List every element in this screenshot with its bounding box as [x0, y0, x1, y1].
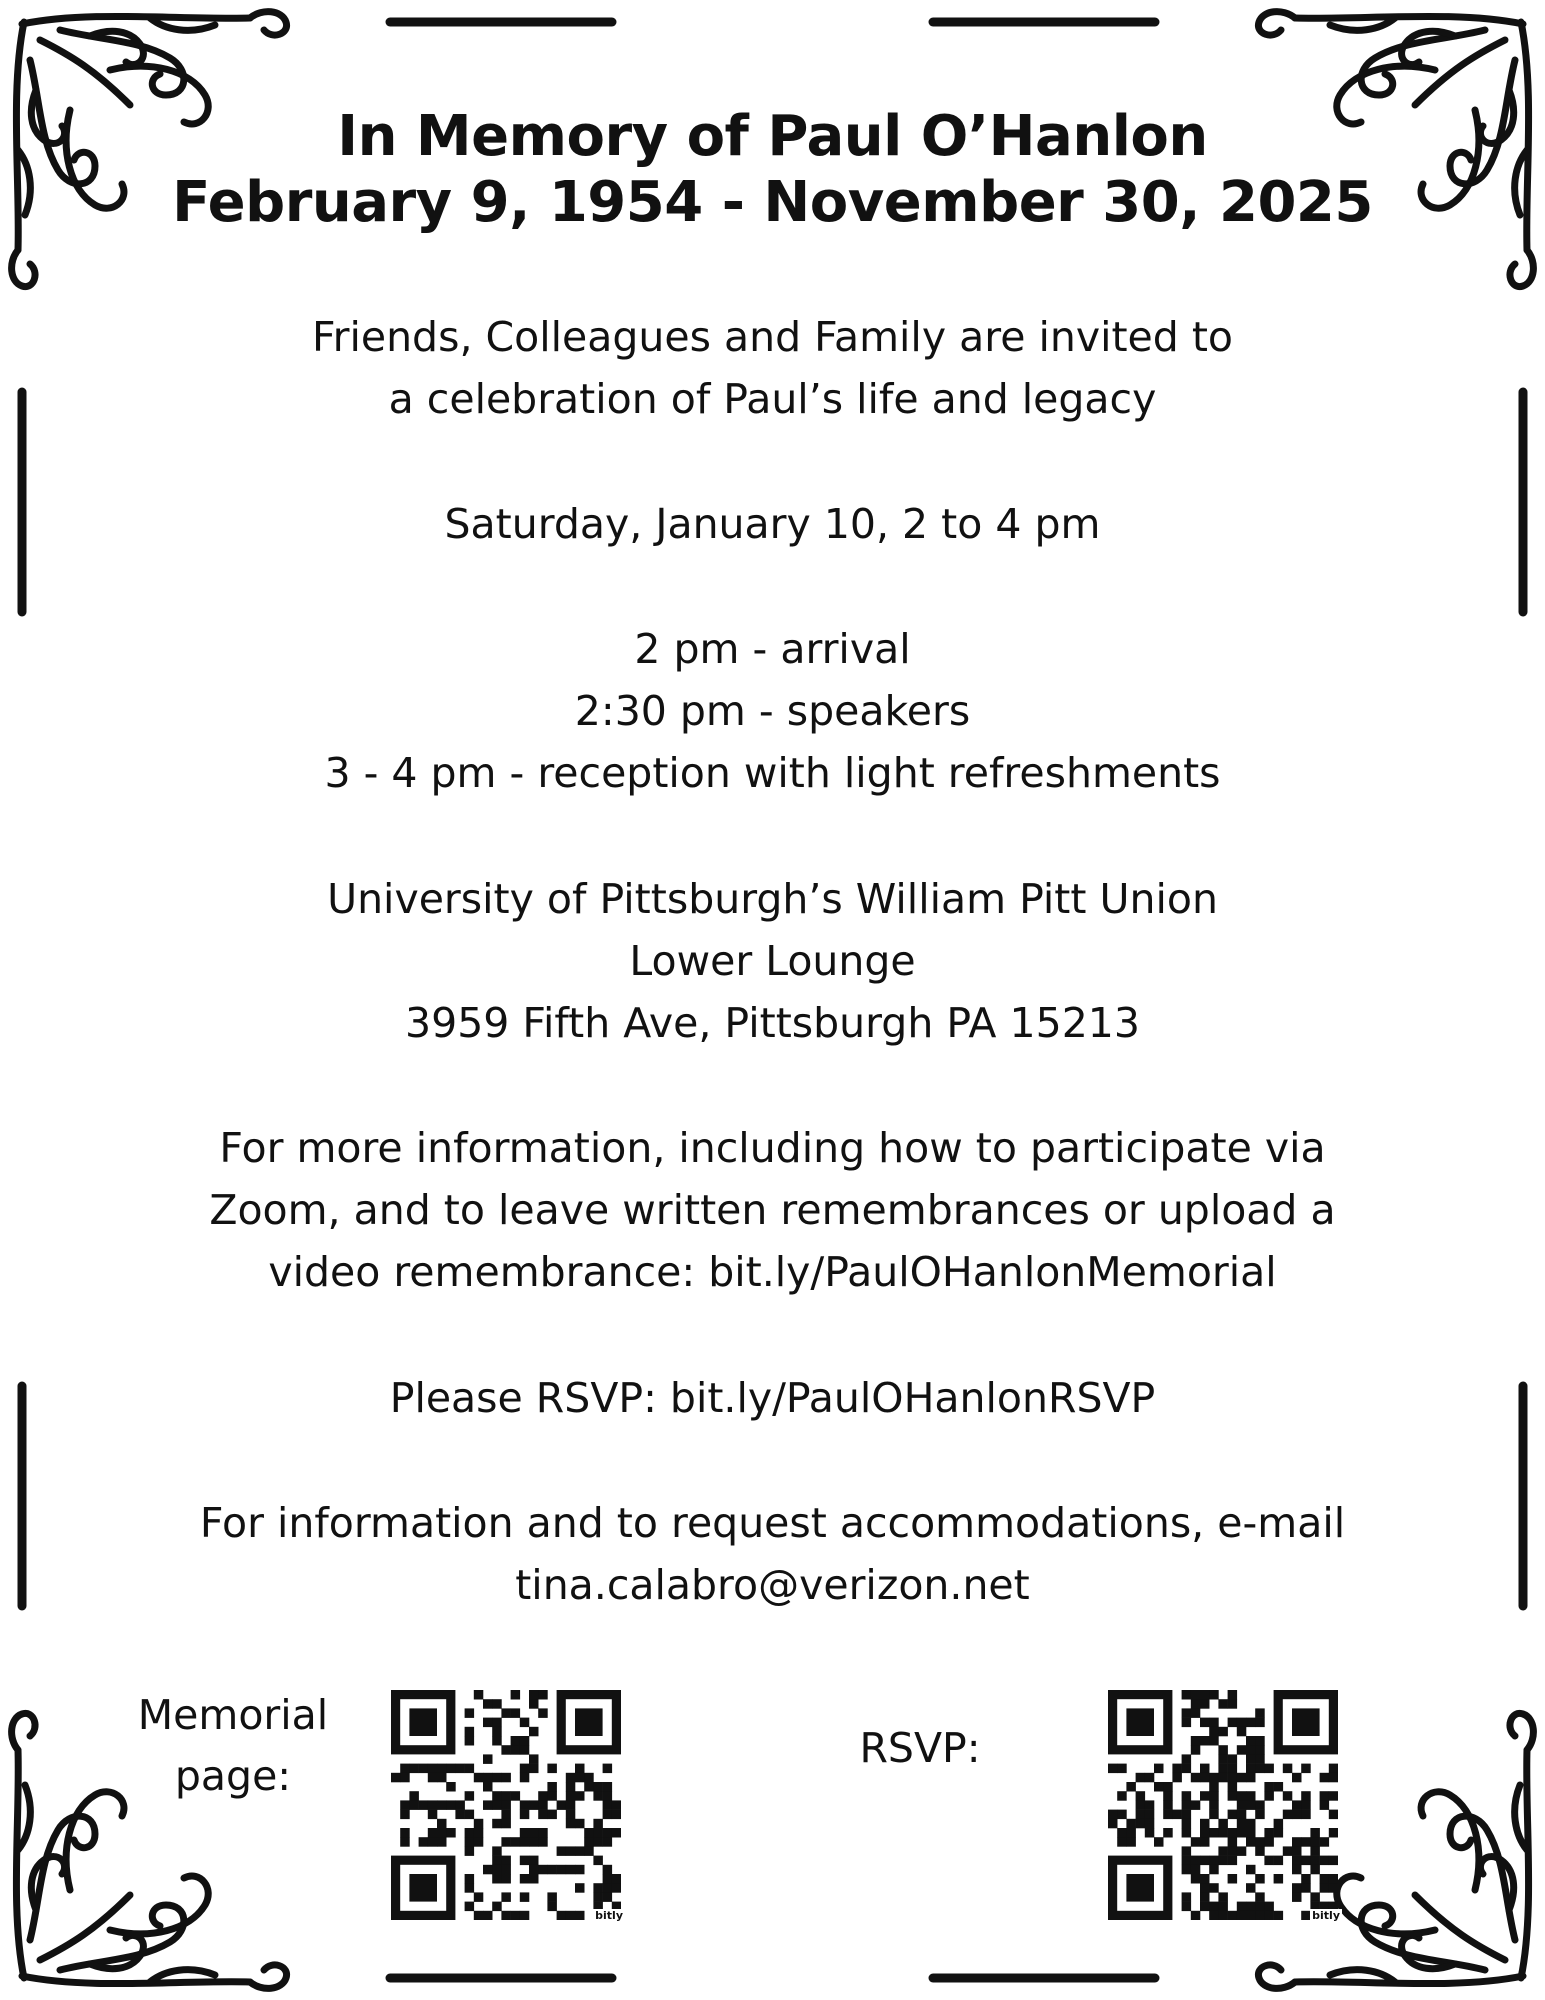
venue	[0, 868, 1545, 1054]
memorial-qr-label: Memorial page:	[137, 1691, 329, 1800]
title-dates: February 9, 1954 - November 30, 2025	[172, 170, 1373, 235]
accommodations-email: tina.calabro@verizon.net	[515, 1561, 1030, 1609]
title-name: In Memory of Paul O’Hanlon	[337, 104, 1208, 169]
more-info-line-2: Zoom, and to leave written remembrances or upload a	[209, 1186, 1336, 1234]
rsvp-info	[0, 1367, 1545, 1429]
event-date	[0, 493, 1545, 555]
memorial-qr-code-icon[interactable]	[391, 1690, 621, 1920]
event-date-text: Saturday, January 10, 2 to 4 pm	[444, 500, 1101, 548]
invitation-line-2: a celebration of Paul’s life and legacy	[388, 375, 1157, 423]
invitation-text	[0, 306, 1545, 430]
bitly-logo: bitly	[595, 1909, 623, 1922]
more-info-line-3: video remembrance: bit.ly/PaulOHanlonMemorial	[268, 1248, 1277, 1296]
qr-code-icon	[1108, 1690, 1338, 1920]
schedule-item: 3 - 4 pm - reception with light refreshments	[324, 749, 1221, 797]
qr-code-icon	[391, 1690, 621, 1920]
page-title	[0, 104, 1545, 236]
venue-room: Lower Lounge	[629, 937, 916, 985]
rsvp-text: Please RSVP: bit.ly/PaulOHanlonRSVP	[389, 1374, 1156, 1422]
bitly-logo: bitly	[1312, 1909, 1340, 1922]
rsvp-qr-code-icon[interactable]	[1108, 1690, 1338, 1920]
venue-address: 3959 Fifth Ave, Pittsburgh PA 15213	[405, 999, 1140, 1047]
more-info-line-1: For more information, including how to participate via	[219, 1124, 1326, 1172]
invitation-line-1: Friends, Colleagues and Family are invited to	[312, 313, 1233, 361]
accommodations-line-1: For information and to request accommodations, e-mail	[199, 1499, 1346, 1547]
schedule-item: 2:30 pm - speakers	[574, 687, 971, 735]
schedule	[0, 618, 1545, 804]
accommodations-info	[0, 1492, 1545, 1616]
venue-name: University of Pittsburgh’s William Pitt Union	[327, 875, 1218, 923]
more-information	[0, 1117, 1545, 1303]
rsvp-qr-label: RSVP:	[859, 1724, 981, 1772]
schedule-item: 2 pm - arrival	[634, 625, 911, 673]
